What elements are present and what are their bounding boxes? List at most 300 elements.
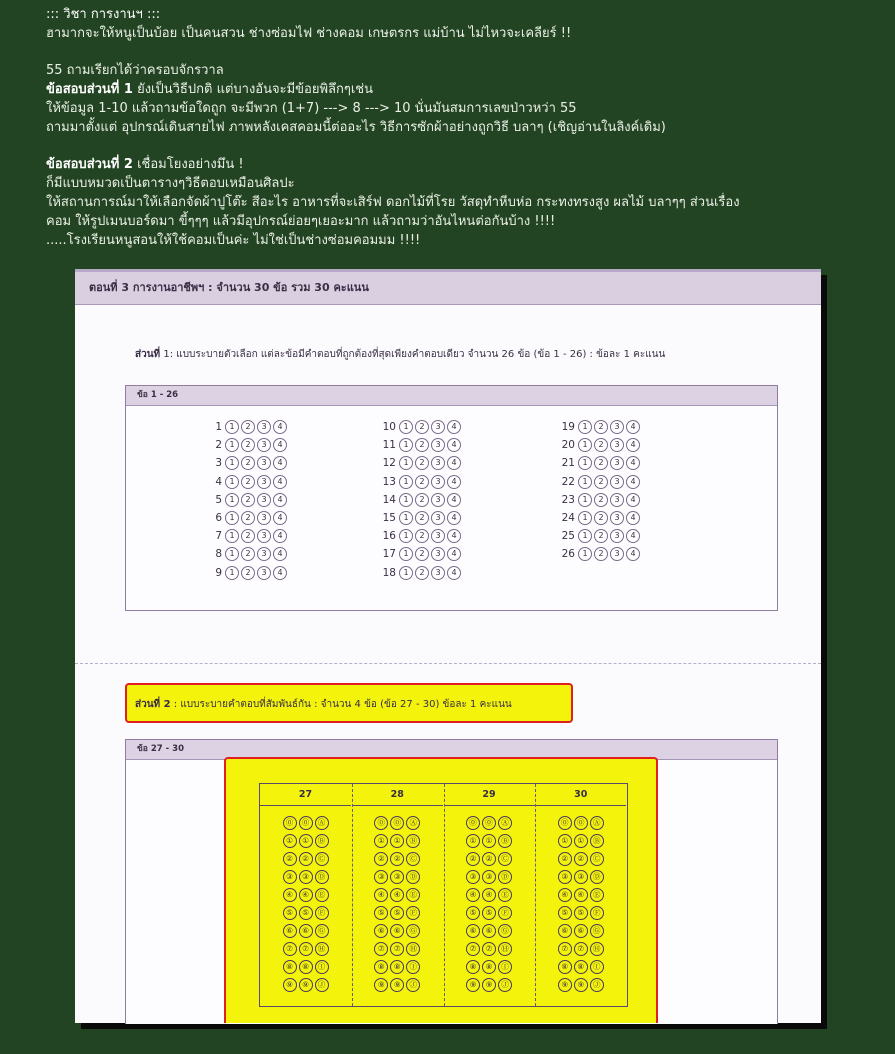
grid-bubble: ⑧ (574, 960, 588, 974)
grid-row (535, 832, 626, 850)
grid-row (352, 850, 443, 868)
grid-bubble: Ⓑ (406, 834, 420, 848)
choice-bubble: 3 (257, 420, 271, 434)
grid-bubble: ⑥ (482, 924, 496, 938)
grid-bubble: ⑤ (574, 906, 588, 920)
grid-bubble: ④ (374, 888, 388, 902)
grid-bubble: ⑨ (374, 978, 388, 992)
choice-bubble: 3 (257, 566, 271, 580)
grid-bubble: Ⓑ (498, 834, 512, 848)
question-number: 12 (382, 457, 396, 470)
question-row (557, 509, 642, 527)
grid-bubble: ④ (558, 888, 572, 902)
grid-row (444, 922, 535, 940)
grid-bubble: ③ (558, 870, 572, 884)
grid-separator (352, 784, 353, 1006)
choice-bubble: 2 (415, 511, 429, 525)
choice-bubble: 4 (626, 547, 640, 561)
choice-bubble: 2 (415, 566, 429, 580)
grid-bubble: ⑦ (299, 942, 313, 956)
grid-row (260, 922, 351, 940)
choice-bubble: 2 (415, 547, 429, 561)
grid-bubble: ④ (574, 888, 588, 902)
choice-bubble: 2 (241, 547, 255, 561)
choice-bubble: 4 (273, 438, 287, 452)
grid-bubble: ⓪ (466, 816, 480, 830)
question-row (557, 491, 642, 509)
question-row (557, 418, 642, 436)
section2-text: : แบบระบายคำตอบที่สัมพันธ์กัน : จำนวน 4 ข้อ (ข้อ 27 - 30) ข้อละ 1 คะแนน (170, 699, 512, 710)
choice-bubble: 3 (257, 511, 271, 525)
grid-bubble: ⓪ (558, 816, 572, 830)
box1-title: ข้อ 1 - 26 (126, 386, 777, 406)
question-row (204, 473, 289, 491)
grid-row (260, 904, 351, 922)
grid-bubble: ⑤ (558, 906, 572, 920)
section1-heading (135, 347, 665, 362)
grid-row (260, 958, 351, 976)
choice-bubble: 3 (610, 493, 624, 507)
question-number: 14 (382, 493, 396, 506)
grid-bubble: ⑤ (482, 906, 496, 920)
question-number: 24 (561, 512, 575, 525)
choice-bubble: 1 (399, 420, 413, 434)
section2-label: ส่วนที่ 2 (135, 699, 171, 710)
grid-bubble: ④ (482, 888, 496, 902)
grid-row (444, 904, 535, 922)
section1-label: ส่วนที่ (135, 349, 161, 360)
grid-row (444, 850, 535, 868)
grid-bubble: ② (466, 852, 480, 866)
grid-row (535, 814, 626, 832)
grid-row (260, 814, 351, 832)
grid-bubble: Ⓘ (315, 960, 329, 974)
grid-bubble: ⑤ (466, 906, 480, 920)
grid-row (535, 922, 626, 940)
choice-bubble: 4 (273, 456, 287, 470)
grid-bubble: ⓪ (390, 816, 404, 830)
question-row (204, 509, 289, 527)
question-number: 9 (215, 566, 222, 579)
grid-bubble: ① (466, 834, 480, 848)
grid-bubble: Ⓓ (406, 870, 420, 884)
question-row (378, 473, 463, 491)
choice-bubble: 2 (415, 438, 429, 452)
part2-heading (46, 156, 876, 175)
grid-row (260, 886, 351, 904)
part1-heading (46, 81, 876, 100)
grid-bubble: ⑨ (482, 978, 496, 992)
choice-bubble: 4 (626, 475, 640, 489)
choice-bubble: 1 (399, 438, 413, 452)
question-row (204, 491, 289, 509)
choice-bubble: 1 (399, 566, 413, 580)
grid-row (352, 958, 443, 976)
choice-bubble: 2 (594, 547, 608, 561)
grid-bubble: ⑥ (558, 924, 572, 938)
grid-column (444, 784, 535, 1006)
question-row (204, 436, 289, 454)
grid-bubble: Ⓙ (406, 978, 420, 992)
grid-bubble: Ⓕ (406, 906, 420, 920)
choice-bubble: 1 (399, 475, 413, 489)
grid-bubble: Ⓑ (315, 834, 329, 848)
post-line-55: 55 ถามเรียกได้ว่าครอบจักรวาล (46, 63, 224, 79)
question-number: 1 (215, 421, 222, 434)
grid-bubble: Ⓘ (498, 960, 512, 974)
question-number: 13 (382, 475, 396, 488)
grid-bubble: ④ (299, 888, 313, 902)
choice-bubble: 3 (431, 493, 445, 507)
question-number: 15 (382, 512, 396, 525)
grid-column-header: 30 (535, 784, 626, 806)
choice-bubble: 3 (610, 438, 624, 452)
grid-row (260, 832, 351, 850)
choice-bubble: 4 (447, 493, 461, 507)
grid-bubble: Ⓒ (498, 852, 512, 866)
question-row (557, 473, 642, 491)
grid-row (444, 886, 535, 904)
choice-bubble: 2 (241, 493, 255, 507)
grid-bubble: Ⓗ (590, 942, 604, 956)
grid-bubble: ⑨ (466, 978, 480, 992)
grid-bubble: Ⓗ (498, 942, 512, 956)
question-number: 2 (215, 439, 222, 452)
grid-row (535, 904, 626, 922)
choice-bubble: 2 (594, 475, 608, 489)
grid-bubble: Ⓐ (590, 816, 604, 830)
choice-bubble: 4 (626, 511, 640, 525)
grid-bubble: ② (558, 852, 572, 866)
choice-bubble: 1 (225, 438, 239, 452)
question-number: 22 (561, 475, 575, 488)
grid-bubble: ⑨ (558, 978, 572, 992)
grid-bubble: ⑧ (482, 960, 496, 974)
part2-text: เชื่อมโยงอย่างมึน ! (132, 157, 244, 173)
choice-bubble: 1 (578, 456, 592, 470)
choice-bubble: 4 (273, 420, 287, 434)
choice-bubble: 1 (225, 475, 239, 489)
grid-bubble: ⓪ (283, 816, 297, 830)
question-number: 8 (215, 548, 222, 561)
choice-bubble: 4 (447, 529, 461, 543)
choice-bubble: 2 (594, 511, 608, 525)
grid-bubble: ② (299, 852, 313, 866)
grid-bubble: ⑥ (374, 924, 388, 938)
grid-bubble: Ⓑ (590, 834, 604, 848)
choice-bubble: 3 (257, 493, 271, 507)
section2-heading-highlight (125, 683, 573, 723)
choice-bubble: 4 (447, 566, 461, 580)
question-row (378, 509, 463, 527)
grid-row (535, 886, 626, 904)
grid-bubble: Ⓙ (315, 978, 329, 992)
choice-bubble: 3 (431, 475, 445, 489)
answer-column-2 (378, 418, 463, 582)
grid-bubble: ② (283, 852, 297, 866)
question-row (557, 454, 642, 472)
choice-bubble: 1 (225, 420, 239, 434)
part1-line3: ถามมาตั้งแต่ อุปกรณ์เดินสายไฟ ภาพหลังเคสคอมนี้ต่ออะไร วิธีการซักผ้าอย่างถูกวิธี บลาๆ (เชิญอ่านในลิงค์เดิม) (46, 119, 666, 135)
grid-bubble: ① (482, 834, 496, 848)
grid-row (535, 940, 626, 958)
grid-bubble: ② (390, 852, 404, 866)
grid-bubble: Ⓘ (406, 960, 420, 974)
choice-bubble: 1 (399, 547, 413, 561)
grid-row (352, 832, 443, 850)
grid-bubble: Ⓒ (315, 852, 329, 866)
choice-bubble: 2 (594, 493, 608, 507)
grid-bubble: ⑥ (283, 924, 297, 938)
choice-bubble: 2 (241, 438, 255, 452)
choice-bubble: 3 (431, 438, 445, 452)
choice-bubble: 4 (273, 511, 287, 525)
choice-bubble: 1 (578, 420, 592, 434)
grid-bubble: Ⓓ (590, 870, 604, 884)
question-row (378, 564, 463, 582)
section1-answer-box (125, 385, 778, 611)
grid-bubble: ② (374, 852, 388, 866)
question-number: 26 (561, 548, 575, 561)
question-row (378, 418, 463, 436)
choice-bubble: 4 (626, 456, 640, 470)
grid-bubble: ③ (299, 870, 313, 884)
grid-bubble: ④ (466, 888, 480, 902)
question-number: 7 (215, 530, 222, 543)
grid-column (260, 784, 351, 1006)
grid-bubble: ① (574, 834, 588, 848)
choice-bubble: 2 (594, 456, 608, 470)
grid-bubble: Ⓖ (498, 924, 512, 938)
choice-bubble: 2 (241, 511, 255, 525)
answer-grid-27-30 (259, 783, 628, 1007)
answer-column-1 (204, 418, 289, 582)
question-number: 19 (561, 421, 575, 434)
question-row (204, 564, 289, 582)
answer-sheet-image (75, 269, 821, 1023)
question-row (204, 418, 289, 436)
choice-bubble: 4 (626, 438, 640, 452)
grid-bubble: Ⓗ (315, 942, 329, 956)
question-number: 23 (561, 493, 575, 506)
grid-row (444, 940, 535, 958)
grid-row (444, 958, 535, 976)
question-number: 18 (382, 566, 396, 579)
choice-bubble: 1 (399, 511, 413, 525)
question-row (204, 454, 289, 472)
question-row (557, 527, 642, 545)
grid-row (535, 850, 626, 868)
choice-bubble: 4 (447, 456, 461, 470)
grid-bubble: Ⓔ (498, 888, 512, 902)
choice-bubble: 4 (273, 493, 287, 507)
choice-bubble: 3 (257, 529, 271, 543)
grid-bubble: ① (299, 834, 313, 848)
grid-bubble: ⑦ (574, 942, 588, 956)
choice-bubble: 2 (594, 420, 608, 434)
choice-bubble: 1 (225, 529, 239, 543)
part2-line3: ให้สถานการณ์มาให้เลือกจัดผ้าปูโต๊ะ สีอะไร อาหารที่จะเสิร์ฟ ดอกไม้ที่โรย วัสดุทำหีบห่อ กระทงทรงสูง ผลไม้ บลาๆๆ ส่วนเรื่อง (46, 194, 740, 210)
choice-bubble: 2 (415, 529, 429, 543)
grid-bubble: ⑨ (299, 978, 313, 992)
question-row (378, 436, 463, 454)
choice-bubble: 4 (447, 475, 461, 489)
grid-row (352, 868, 443, 886)
grid-bubble: ⑤ (299, 906, 313, 920)
grid-bubble: Ⓔ (315, 888, 329, 902)
question-number: 16 (382, 530, 396, 543)
grid-row (260, 868, 351, 886)
grid-bubble: ⑤ (283, 906, 297, 920)
grid-bubble: ⑦ (466, 942, 480, 956)
choice-bubble: 3 (610, 547, 624, 561)
choice-bubble: 4 (273, 547, 287, 561)
grid-bubble: Ⓖ (406, 924, 420, 938)
grid-bubble: ⑤ (374, 906, 388, 920)
question-number: 5 (215, 493, 222, 506)
grid-bubble: ③ (283, 870, 297, 884)
grid-row (260, 940, 351, 958)
grid-bubble: ① (283, 834, 297, 848)
grid-bubble: Ⓐ (315, 816, 329, 830)
divider-dashed (75, 663, 821, 664)
grid-bubble: Ⓒ (590, 852, 604, 866)
grid-bubble: ⑥ (299, 924, 313, 938)
grid-bubble: Ⓙ (590, 978, 604, 992)
grid-bubble: Ⓙ (498, 978, 512, 992)
choice-bubble: 1 (578, 529, 592, 543)
grid-bubble: ④ (390, 888, 404, 902)
grid-column (535, 784, 626, 1006)
choice-bubble: 3 (257, 475, 271, 489)
grid-row (535, 958, 626, 976)
choice-bubble: 1 (578, 438, 592, 452)
grid-separator (535, 784, 536, 1006)
grid-bubble: Ⓐ (406, 816, 420, 830)
grid-row (535, 868, 626, 886)
choice-bubble: 2 (594, 529, 608, 543)
choice-bubble: 1 (399, 493, 413, 507)
grid-bubble: Ⓓ (315, 870, 329, 884)
choice-bubble: 3 (257, 456, 271, 470)
grid-bubble: Ⓖ (315, 924, 329, 938)
grid-bubble: ⑧ (299, 960, 313, 974)
grid-bubble: ⑨ (574, 978, 588, 992)
part1-label: ข้อสอบส่วนที่ 1 (46, 82, 133, 98)
grid-row (352, 886, 443, 904)
grid-column-header: 29 (444, 784, 535, 806)
choice-bubble: 2 (415, 493, 429, 507)
part2-line4: คอม ให้รูปเมนบอร์ดมา ขี้ๆๆๆ แล้วมีอุปกรณ์ย่อยๆเยอะมาก แล้วถามว่าอันไหนต่อกันบ้าง !!!! (46, 213, 556, 229)
grid-bubble: ⑧ (390, 960, 404, 974)
choice-bubble: 1 (225, 456, 239, 470)
part2-line5: .....โรงเรียนหนูสอนให้ใช้คอมเป็นค่ะ ไม่ใช่เป็นช่างซ่อมคอมมม !!!! (46, 232, 421, 248)
choice-bubble: 3 (431, 529, 445, 543)
grid-bubble: ⓪ (299, 816, 313, 830)
question-number: 21 (561, 457, 575, 470)
grid-row (352, 922, 443, 940)
choice-bubble: 2 (241, 566, 255, 580)
choice-bubble: 2 (241, 420, 255, 434)
grid-bubble: Ⓘ (590, 960, 604, 974)
sheet-header: ตอนที่ 3 การงานอาชีพฯ : จำนวน 30 ข้อ รวม 30 คะแนน (75, 269, 821, 305)
choice-bubble: 3 (610, 456, 624, 470)
choice-bubble: 4 (447, 511, 461, 525)
question-row (378, 454, 463, 472)
choice-bubble: 3 (610, 475, 624, 489)
grid-bubble: ⑦ (374, 942, 388, 956)
choice-bubble: 2 (415, 475, 429, 489)
choice-bubble: 1 (225, 566, 239, 580)
grid-bubble: Ⓔ (406, 888, 420, 902)
choice-bubble: 1 (578, 511, 592, 525)
grid-bubble: ① (390, 834, 404, 848)
grid-bubble: ⑥ (390, 924, 404, 938)
grid-bubble: ⓪ (574, 816, 588, 830)
post-intro: ฮามากจะให้หนูเป็นบ้อย เป็นคนสวน ช่างซ่อมไฟ ช่างคอม เกษตรกร แม่บ้าน ไม่ไหวจะเคลียร์ !! (46, 25, 572, 41)
choice-bubble: 3 (610, 529, 624, 543)
grid-bubble: ③ (390, 870, 404, 884)
grid-bubble: Ⓕ (498, 906, 512, 920)
grid-bubble: ⑤ (390, 906, 404, 920)
choice-bubble: 1 (578, 547, 592, 561)
question-row (378, 491, 463, 509)
choice-bubble: 4 (626, 493, 640, 507)
grid-bubble: ⑦ (558, 942, 572, 956)
grid-bubble: ⓪ (482, 816, 496, 830)
grid-bubble: ③ (574, 870, 588, 884)
choice-bubble: 3 (431, 420, 445, 434)
grid-bubble: Ⓔ (590, 888, 604, 902)
grid-bubble: Ⓖ (590, 924, 604, 938)
choice-bubble: 3 (431, 511, 445, 525)
choice-bubble: 1 (578, 475, 592, 489)
grid-bubble: ⑨ (390, 978, 404, 992)
grid-separator (444, 784, 445, 1006)
grid-column (352, 784, 443, 1006)
section1-text: 1: แบบระบายตัวเลือก แต่ละข้อมีคำตอบที่ถูกต้องที่สุดเพียงคำตอบเดียว จำนวน 26 ข้อ (ข้อ 1 - 26) : ข้อละ 1 คะแนน (160, 349, 666, 360)
grid-bubble: ⑧ (466, 960, 480, 974)
choice-bubble: 2 (415, 456, 429, 470)
answer-column-3 (557, 418, 642, 564)
grid-bubble: ⑦ (482, 942, 496, 956)
grid-row (352, 940, 443, 958)
grid-row (352, 904, 443, 922)
grid-row (535, 976, 626, 994)
grid-bubble: Ⓕ (590, 906, 604, 920)
choice-bubble: 2 (241, 456, 255, 470)
grid-row (444, 832, 535, 850)
question-number: 6 (215, 512, 222, 525)
choice-bubble: 4 (626, 529, 640, 543)
choice-bubble: 3 (431, 547, 445, 561)
grid-row (352, 976, 443, 994)
grid-bubble: ⑧ (374, 960, 388, 974)
choice-bubble: 4 (447, 547, 461, 561)
grid-row (444, 814, 535, 832)
grid-column-header: 27 (260, 784, 351, 806)
choice-bubble: 1 (399, 529, 413, 543)
question-number: 20 (561, 439, 575, 452)
grid-row (444, 868, 535, 886)
choice-bubble: 2 (241, 529, 255, 543)
choice-bubble: 3 (431, 566, 445, 580)
grid-bubble: ④ (283, 888, 297, 902)
choice-bubble: 4 (273, 529, 287, 543)
choice-bubble: 4 (626, 420, 640, 434)
grid-column-header: 28 (352, 784, 443, 806)
choice-bubble: 3 (431, 456, 445, 470)
